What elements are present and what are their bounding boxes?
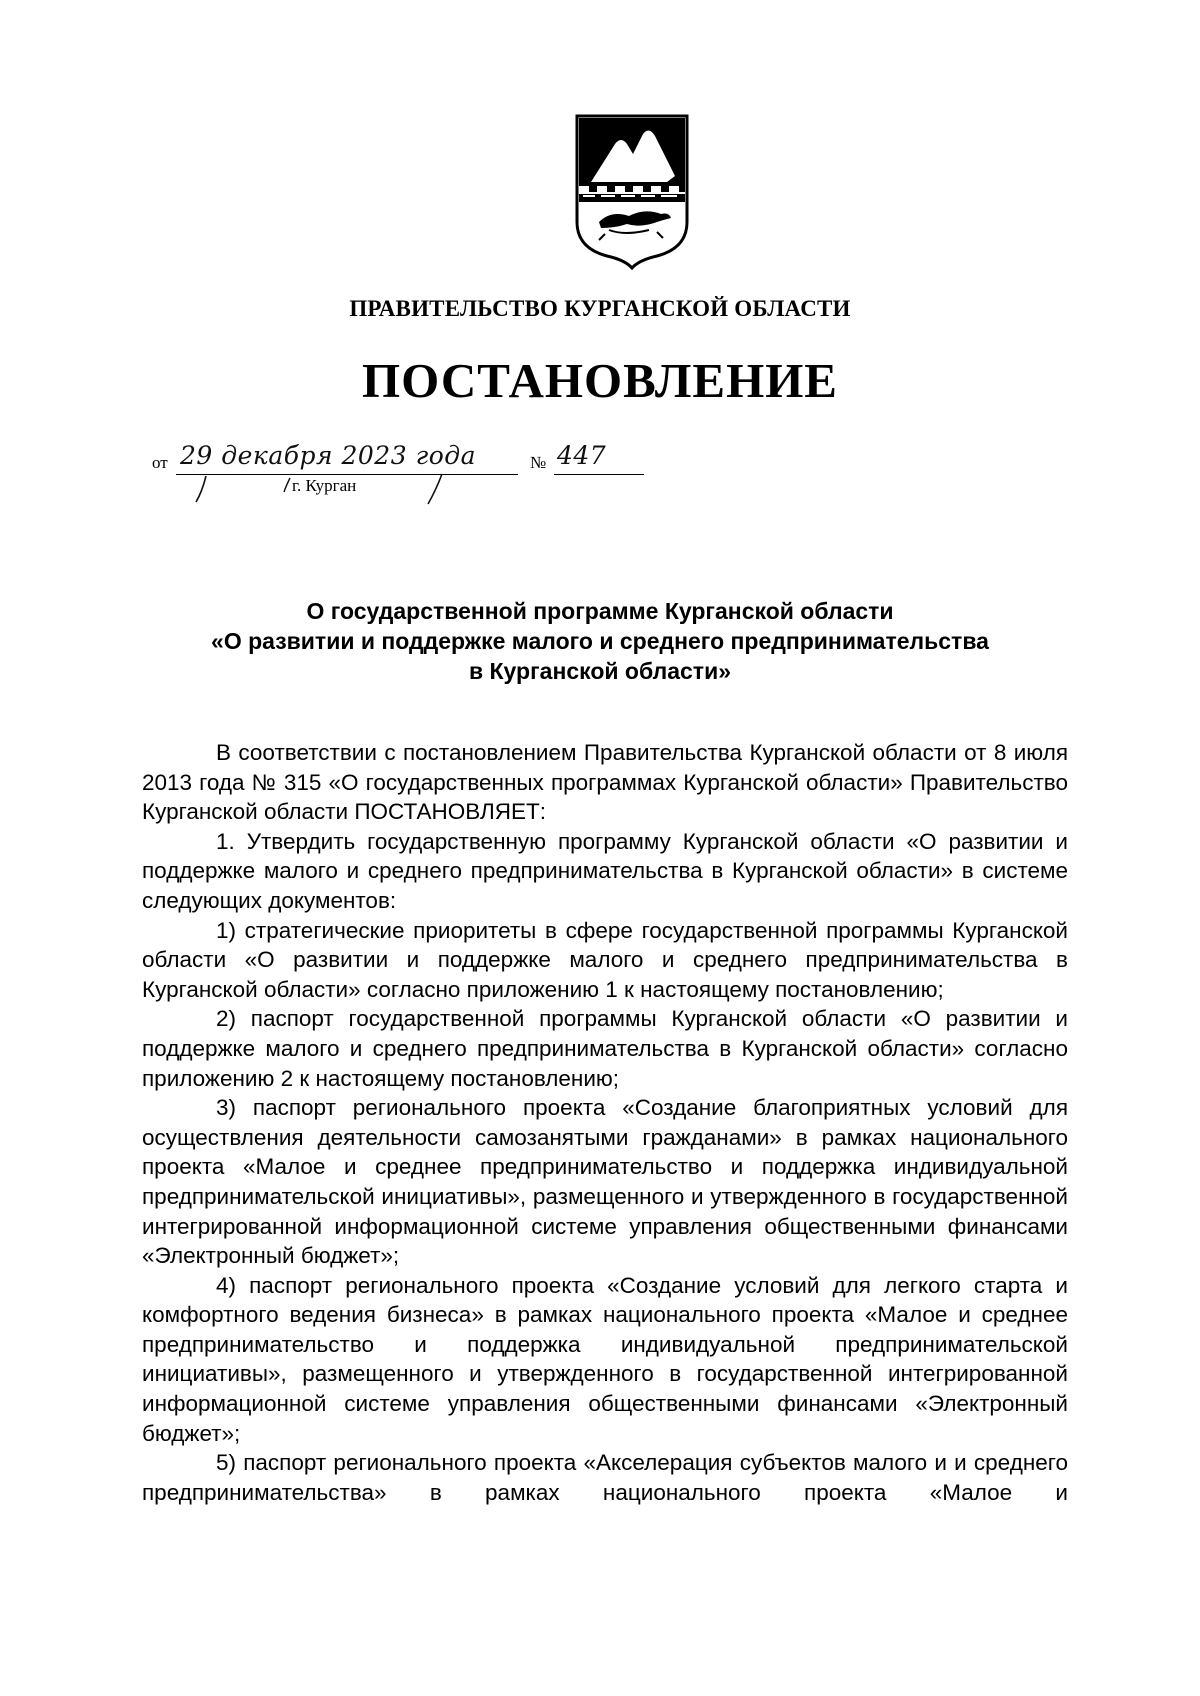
subclause-1-paragraph: 1) стратегические приоритеты в сфере государственной программы Курганской области «О развитии и поддержке малого и среднего предпринимательства в Курганской области» согласно приложению 1 к настоящему постановлению;	[142, 917, 1068, 1002]
date-prefix: от	[152, 453, 168, 472]
handwriting-strokes	[152, 440, 672, 510]
subclause-4-paragraph: 4) паспорт регионального проекта «Создание условий для легкого старта и комфортного ведения бизнеса» в рамках национального проекта «Малое и среднее предпринимательство и поддержка индивидуальной предпринимательской инициативы», размещенного и утвержденного в государственной интегрированной информационной системе управления общественными финансами «Электронный бюджет»;	[142, 1272, 1068, 1446]
handwritten-number: 447	[557, 441, 607, 470]
subclause-5-paragraph: 5) паспорт регионального проекта «Акселерация субъектов малого и и среднего предпринимательства» в рамках национального проекта «Малое и	[142, 1450, 1068, 1505]
title-line-1: О государственной программе Курганской области	[306, 598, 894, 624]
registration-line	[152, 440, 672, 510]
kurgan-coat-of-arms-icon	[571, 110, 693, 270]
number-sign: №	[530, 453, 547, 472]
issuing-organization: ПРАВИТЕЛЬСТВО КУРГАНСКОЙ ОБЛАСТИ	[349, 296, 851, 321]
subclause-3-paragraph: 3) паспорт регионального проекта «Создание благоприятных условий для осуществления деятельности самозанятыми гражданами» в рамках национального проекта «Малое и среднее предпринимательство и поддержка индивидуальной предпринимательской инициативы», размещенного и утвержденного в государственной интегрированной информационной системе управления общественными финансами «Электронный бюджет»;	[142, 1095, 1068, 1269]
subclause-2-paragraph: 2) паспорт государственной программы Курганской области «О развитии и поддержке малого и среднего предпринимательства в Курганской области» согласно приложению 2 к настоящему постановлению;	[142, 1006, 1068, 1091]
city-label: г. Курган	[292, 476, 357, 495]
clause-1-paragraph: 1. Утвердить государственную программу Курганской области «О развитии и поддержке малого и среднего предпринимательства в Курганской области» в системе следующих документов:	[142, 828, 1068, 913]
preamble-paragraph: В соответствии с постановлением Правительства Курганской области от 8 июля 2013 года № 315 «О государственных программах Курганской области» Правительство Курганской области ПОСТАНОВЛЯЕТ:	[142, 740, 1068, 825]
document-type-heading: ПОСТАНОВЛЕНИЕ	[362, 353, 838, 408]
document-title	[0, 596, 1200, 686]
document-body	[142, 738, 1068, 1507]
title-line-3: в Курганской области»	[468, 658, 732, 684]
handwritten-date: 29 декабря 2023 года	[180, 441, 476, 470]
title-line-2: «О развитии и поддержке малого и среднего предпринимательства	[211, 628, 989, 654]
